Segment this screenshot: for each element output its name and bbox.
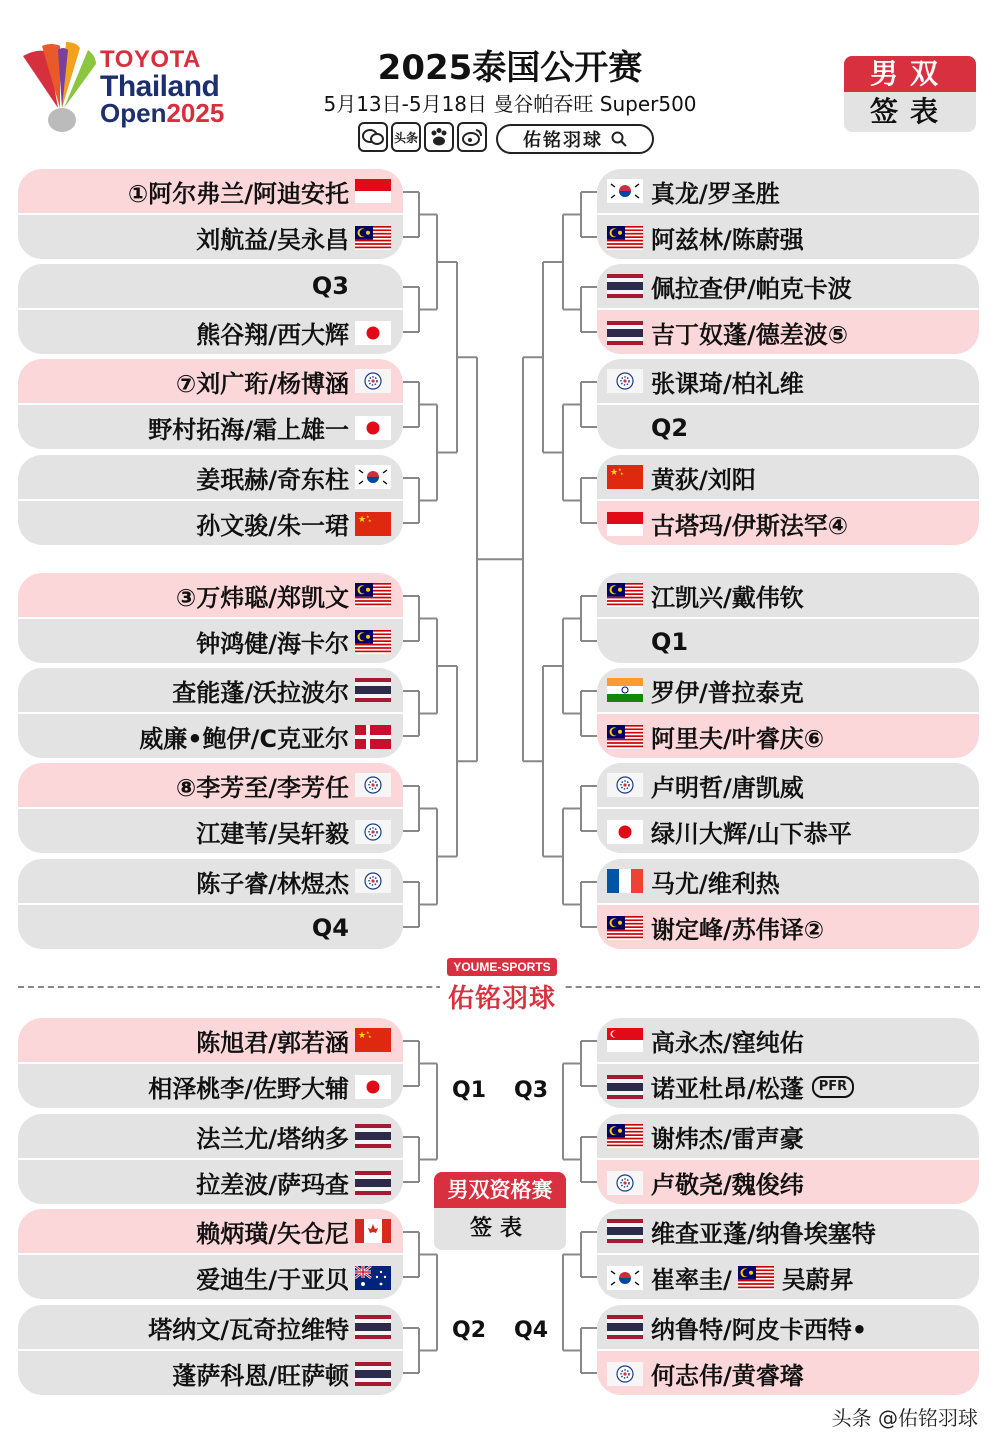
match-box (18, 668, 403, 758)
player-pair-row[interactable] (597, 1305, 979, 1351)
player-pair-row[interactable] (18, 169, 403, 215)
page-subtitle: 5月13日-5月18日 曼谷帕吞旺 Super500 (323, 92, 697, 116)
flag-thailand-icon (607, 321, 643, 345)
player-pair-row[interactable] (597, 714, 979, 758)
player-pair-row[interactable] (597, 359, 979, 405)
player-pair-name: 卢明哲/唐凯威 (651, 773, 804, 802)
player-pair-name: 阿兹林/陈蔚强 (651, 226, 804, 254)
player-pair-name: 阿里夫/叶睿庆⑥ (651, 725, 825, 753)
pfr-tag: PFR (812, 1076, 854, 1098)
match-box (597, 264, 979, 354)
flag-japan-icon (355, 321, 391, 345)
player-pair-name: 蓬萨科恩/旺萨顿 (172, 1362, 349, 1390)
match-box (18, 1305, 403, 1395)
player-pair-row[interactable] (18, 215, 403, 259)
qual-label-q2: Q2 (452, 1318, 487, 1343)
svg-text:★: ★ (358, 1031, 367, 1041)
brand-name: 佑铭羽球 (440, 978, 564, 1015)
player-pair-row[interactable] (18, 1018, 403, 1064)
player-pair-name: 维查亚蓬/纳鲁埃塞特 (651, 1219, 876, 1248)
logo-line2: Thailand (100, 70, 220, 103)
player-pair-name: 谢炜杰/雷声豪 (651, 1124, 804, 1153)
flag-china-icon (355, 1028, 391, 1052)
flag-malaysia-icon (607, 916, 643, 940)
logo-line3: Open2025 (100, 98, 225, 128)
qual-label-q4: Q4 (514, 1318, 549, 1343)
player-pair-name: 高永杰/窪纯佑 (651, 1028, 804, 1057)
flag-korea-icon (607, 179, 643, 203)
match-box (18, 1018, 403, 1108)
flag-malaysia-icon (738, 1266, 774, 1290)
logo-line1: TOYOTA (100, 46, 201, 73)
flag-india-icon (607, 678, 643, 702)
flag-japan-icon (607, 820, 643, 844)
player-pair-row[interactable] (18, 619, 403, 663)
flag-canada-icon (355, 1219, 391, 1243)
match-box (18, 1114, 403, 1204)
match-box (18, 169, 403, 259)
match-box (597, 763, 979, 853)
player-pair-row[interactable] (18, 501, 403, 545)
match-box (18, 763, 403, 853)
player-pair-name: 江凯兴/戴伟钦 (651, 583, 804, 612)
qualification-badge (434, 1172, 566, 1250)
player-pair-row[interactable] (597, 264, 979, 310)
player-pair-row[interactable] (18, 1160, 403, 1204)
match-box (597, 1305, 979, 1395)
player-pair-row[interactable] (597, 455, 979, 501)
flag-china-icon (355, 512, 391, 536)
player-pair-row[interactable] (597, 1064, 979, 1108)
player-pair-row[interactable] (18, 1351, 403, 1395)
player-pair-row[interactable] (597, 905, 979, 949)
player-pair-name: 卢敬尧/魏俊纬 (651, 1171, 804, 1199)
player-pair-row[interactable] (18, 905, 403, 949)
match-box (597, 1018, 979, 1108)
player-pair-name: 何志伟/黄睿璿 (651, 1362, 804, 1390)
match-box (597, 359, 979, 449)
player-pair-name: 真龙/罗圣胜 (651, 179, 780, 208)
flag-malaysia-icon (607, 1124, 643, 1148)
badge-draw: 签表 (844, 92, 976, 132)
match-box (18, 859, 403, 949)
player-pair-row[interactable] (597, 1160, 979, 1204)
flag-singapore-icon (607, 1028, 643, 1052)
qual-label-q3: Q3 (514, 1078, 549, 1103)
flag-thailand-icon (607, 274, 643, 298)
player-pair-row[interactable] (18, 809, 403, 853)
flag-placeholder (355, 916, 391, 940)
player-pair-name: 诺亚杜昂/松蓬 (651, 1075, 804, 1103)
badge-event: 男双 (844, 56, 976, 92)
flag-chinese-taipei-icon (607, 1362, 643, 1386)
player-pair-row[interactable] (597, 1114, 979, 1160)
player-pair-name: ⑦刘广珩/杨博涵 (175, 369, 349, 398)
flag-chinese-taipei-icon (355, 369, 391, 393)
player-pair-row[interactable] (18, 405, 403, 449)
flag-chinese-taipei-icon (607, 773, 643, 797)
player-pair-row[interactable] (18, 573, 403, 619)
flag-placeholder (607, 416, 643, 440)
flag-chinese-taipei-icon (355, 820, 391, 844)
player-pair-name: Q2 (651, 413, 689, 442)
flag-chinese-taipei-icon (355, 773, 391, 797)
player-pair-row[interactable] (597, 809, 979, 853)
flag-malaysia-icon (355, 226, 391, 250)
player-pair-name: 塔纳文/瓦奇拉维特 (148, 1315, 349, 1344)
player-pair-name: 绿川大辉/山下恭平 (651, 820, 852, 848)
player-pair-name-second: 吴蔚昇 (781, 1266, 854, 1294)
match-box (597, 1209, 979, 1299)
match-box (18, 359, 403, 449)
match-box (597, 169, 979, 259)
flag-indonesia-icon (607, 512, 643, 536)
player-pair-name: 张课琦/柏礼维 (651, 369, 804, 398)
toutiao-icon[interactable]: 头条 (391, 122, 421, 152)
player-pair-row[interactable] (18, 859, 403, 905)
player-pair-row[interactable] (18, 455, 403, 501)
flag-thailand-icon (607, 1075, 643, 1099)
player-pair-row[interactable] (597, 763, 979, 809)
player-pair-row[interactable] (18, 668, 403, 714)
qual-badge-title: 男双资格赛 (434, 1172, 566, 1208)
flag-chinese-taipei-icon (607, 1171, 643, 1195)
match-box (18, 264, 403, 354)
player-pair-row[interactable] (597, 169, 979, 215)
player-pair-name: 刘航益/吴永昌 (196, 226, 349, 254)
match-box (597, 1114, 979, 1204)
player-pair-name: 罗伊/普拉泰克 (651, 678, 804, 707)
flag-chinese-taipei-icon (607, 369, 643, 393)
player-pair-name: 相泽桃李/佐野大辅 (148, 1075, 349, 1103)
flag-thailand-icon (355, 1362, 391, 1386)
flag-korea-icon (607, 1266, 643, 1290)
player-pair-row[interactable] (597, 1209, 979, 1255)
player-pair-name: 姜珉赫/奇东柱 (196, 465, 349, 494)
flag-malaysia-icon (607, 583, 643, 607)
flag-placeholder (607, 630, 643, 654)
flag-malaysia-icon (355, 583, 391, 607)
flag-malaysia-icon (607, 725, 643, 749)
flag-thailand-icon (355, 678, 391, 702)
flag-thailand-icon (355, 1171, 391, 1195)
player-pair-row[interactable] (18, 763, 403, 809)
flag-thailand-icon (607, 1315, 643, 1339)
player-pair-name: 谢定峰/苏伟译② (651, 916, 825, 944)
match-box (18, 455, 403, 545)
match-box (18, 573, 403, 663)
match-box (597, 455, 979, 545)
player-pair-name: 威廉•鲍伊/C克亚尔 (139, 725, 349, 753)
player-pair-name: 古塔玛/伊斯法罕④ (651, 512, 849, 540)
player-pair-name: 查能蓬/沃拉波尔 (172, 678, 349, 707)
player-pair-row[interactable] (18, 310, 403, 354)
player-pair-row[interactable] (597, 859, 979, 905)
player-pair-name: Q4 (311, 913, 349, 942)
player-pair-name: 江建苇/吴轩毅 (196, 820, 349, 848)
player-pair-name: 佩拉查伊/帕克卡波 (651, 274, 852, 303)
flag-malaysia-icon (355, 630, 391, 654)
player-pair-name: 陈子睿/林煜杰 (196, 869, 349, 898)
svg-text:★: ★ (358, 514, 367, 525)
flag-korea-icon (355, 465, 391, 489)
player-pair-name: 马尤/维利热 (651, 869, 780, 898)
player-pair-row[interactable] (597, 215, 979, 259)
player-pair-row[interactable] (597, 310, 979, 354)
flag-china-icon (607, 465, 643, 489)
player-pair-name: ①阿尔弗兰/阿迪安托 (127, 179, 349, 208)
brand-tag: YOUME-SPORTS (447, 958, 556, 976)
flag-malaysia-icon (607, 226, 643, 250)
svg-text:★: ★ (620, 471, 624, 476)
svg-text:★: ★ (368, 1034, 372, 1039)
player-pair-name: 野村拓海/霜上雄一 (148, 416, 349, 444)
player-pair-name: 熊谷翔/西大辉 (196, 321, 349, 349)
player-pair-name: ③万炜聪/郑凯文 (175, 583, 349, 612)
player-pair-row[interactable] (18, 1305, 403, 1351)
player-pair-row[interactable] (18, 714, 403, 758)
match-box (597, 859, 979, 949)
player-pair-name: 钟鸿健/海卡尔 (196, 630, 349, 658)
player-pair-row[interactable] (597, 405, 979, 449)
footer-credit: 头条 @佑铭羽球 (831, 1406, 978, 1430)
flag-japan-icon (355, 1075, 391, 1099)
svg-text:★: ★ (618, 467, 622, 472)
player-pair-row[interactable] (18, 264, 403, 310)
flag-france-icon (607, 869, 643, 893)
player-pair-name: 纳鲁特/阿皮卡西特• (651, 1315, 868, 1344)
flag-chinese-taipei-icon (355, 869, 391, 893)
player-pair-name: 黄荻/刘阳 (651, 465, 756, 494)
svg-text:★: ★ (368, 517, 372, 523)
svg-text:★: ★ (366, 513, 370, 519)
player-pair-row[interactable] (597, 1255, 979, 1299)
player-pair-row[interactable] (18, 1064, 403, 1108)
flag-thailand-icon (355, 1315, 391, 1339)
player-pair-name: 赖炳璜/矢仓尼 (196, 1219, 349, 1248)
match-box (597, 668, 979, 758)
page-title: 2025泰国公开赛 (377, 48, 643, 88)
player-pair-name: Q3 (311, 272, 349, 300)
svg-text:★: ★ (366, 1030, 370, 1035)
flag-placeholder (355, 274, 391, 298)
player-pair-name: ⑧李芳至/李芳任 (175, 773, 349, 802)
player-pair-name: 孙文骏/朱一珺 (196, 512, 349, 540)
player-pair-row[interactable] (597, 619, 979, 663)
brand-watermark (440, 956, 564, 1015)
player-pair-row[interactable] (597, 1351, 979, 1395)
player-pair-row[interactable] (18, 1255, 403, 1299)
qual-badge-draw: 签表 (434, 1208, 566, 1250)
svg-text:★: ★ (610, 468, 619, 478)
flag-thailand-icon (355, 1124, 391, 1148)
player-pair-name: 爱迪生/于亚贝 (196, 1266, 349, 1294)
player-pair-name: 崔率圭/ (651, 1266, 732, 1294)
flag-indonesia-icon (355, 179, 391, 203)
player-pair-row[interactable] (597, 501, 979, 545)
flag-japan-icon (355, 416, 391, 440)
flag-australia-icon (355, 1266, 391, 1290)
search-label: 佑铭羽球 (523, 130, 603, 151)
match-box (597, 573, 979, 663)
player-pair-name: 陈旭君/郭若涵 (196, 1028, 349, 1057)
player-pair-row[interactable] (597, 1018, 979, 1064)
player-pair-name: 法兰尤/塔纳多 (196, 1124, 349, 1153)
player-pair-row[interactable] (597, 668, 979, 714)
player-pair-row[interactable] (18, 1114, 403, 1160)
flag-thailand-icon (607, 1219, 643, 1243)
qual-label-q1: Q1 (452, 1078, 487, 1103)
player-pair-name: 吉丁奴蓬/德差波⑤ (651, 321, 849, 349)
player-pair-row[interactable] (597, 573, 979, 619)
player-pair-row[interactable] (18, 359, 403, 405)
flag-denmark-icon (355, 725, 391, 749)
player-pair-row[interactable] (18, 1209, 403, 1255)
player-pair-name: 拉差波/萨玛查 (196, 1171, 349, 1199)
match-box (18, 1209, 403, 1299)
player-pair-name: Q1 (651, 627, 689, 656)
